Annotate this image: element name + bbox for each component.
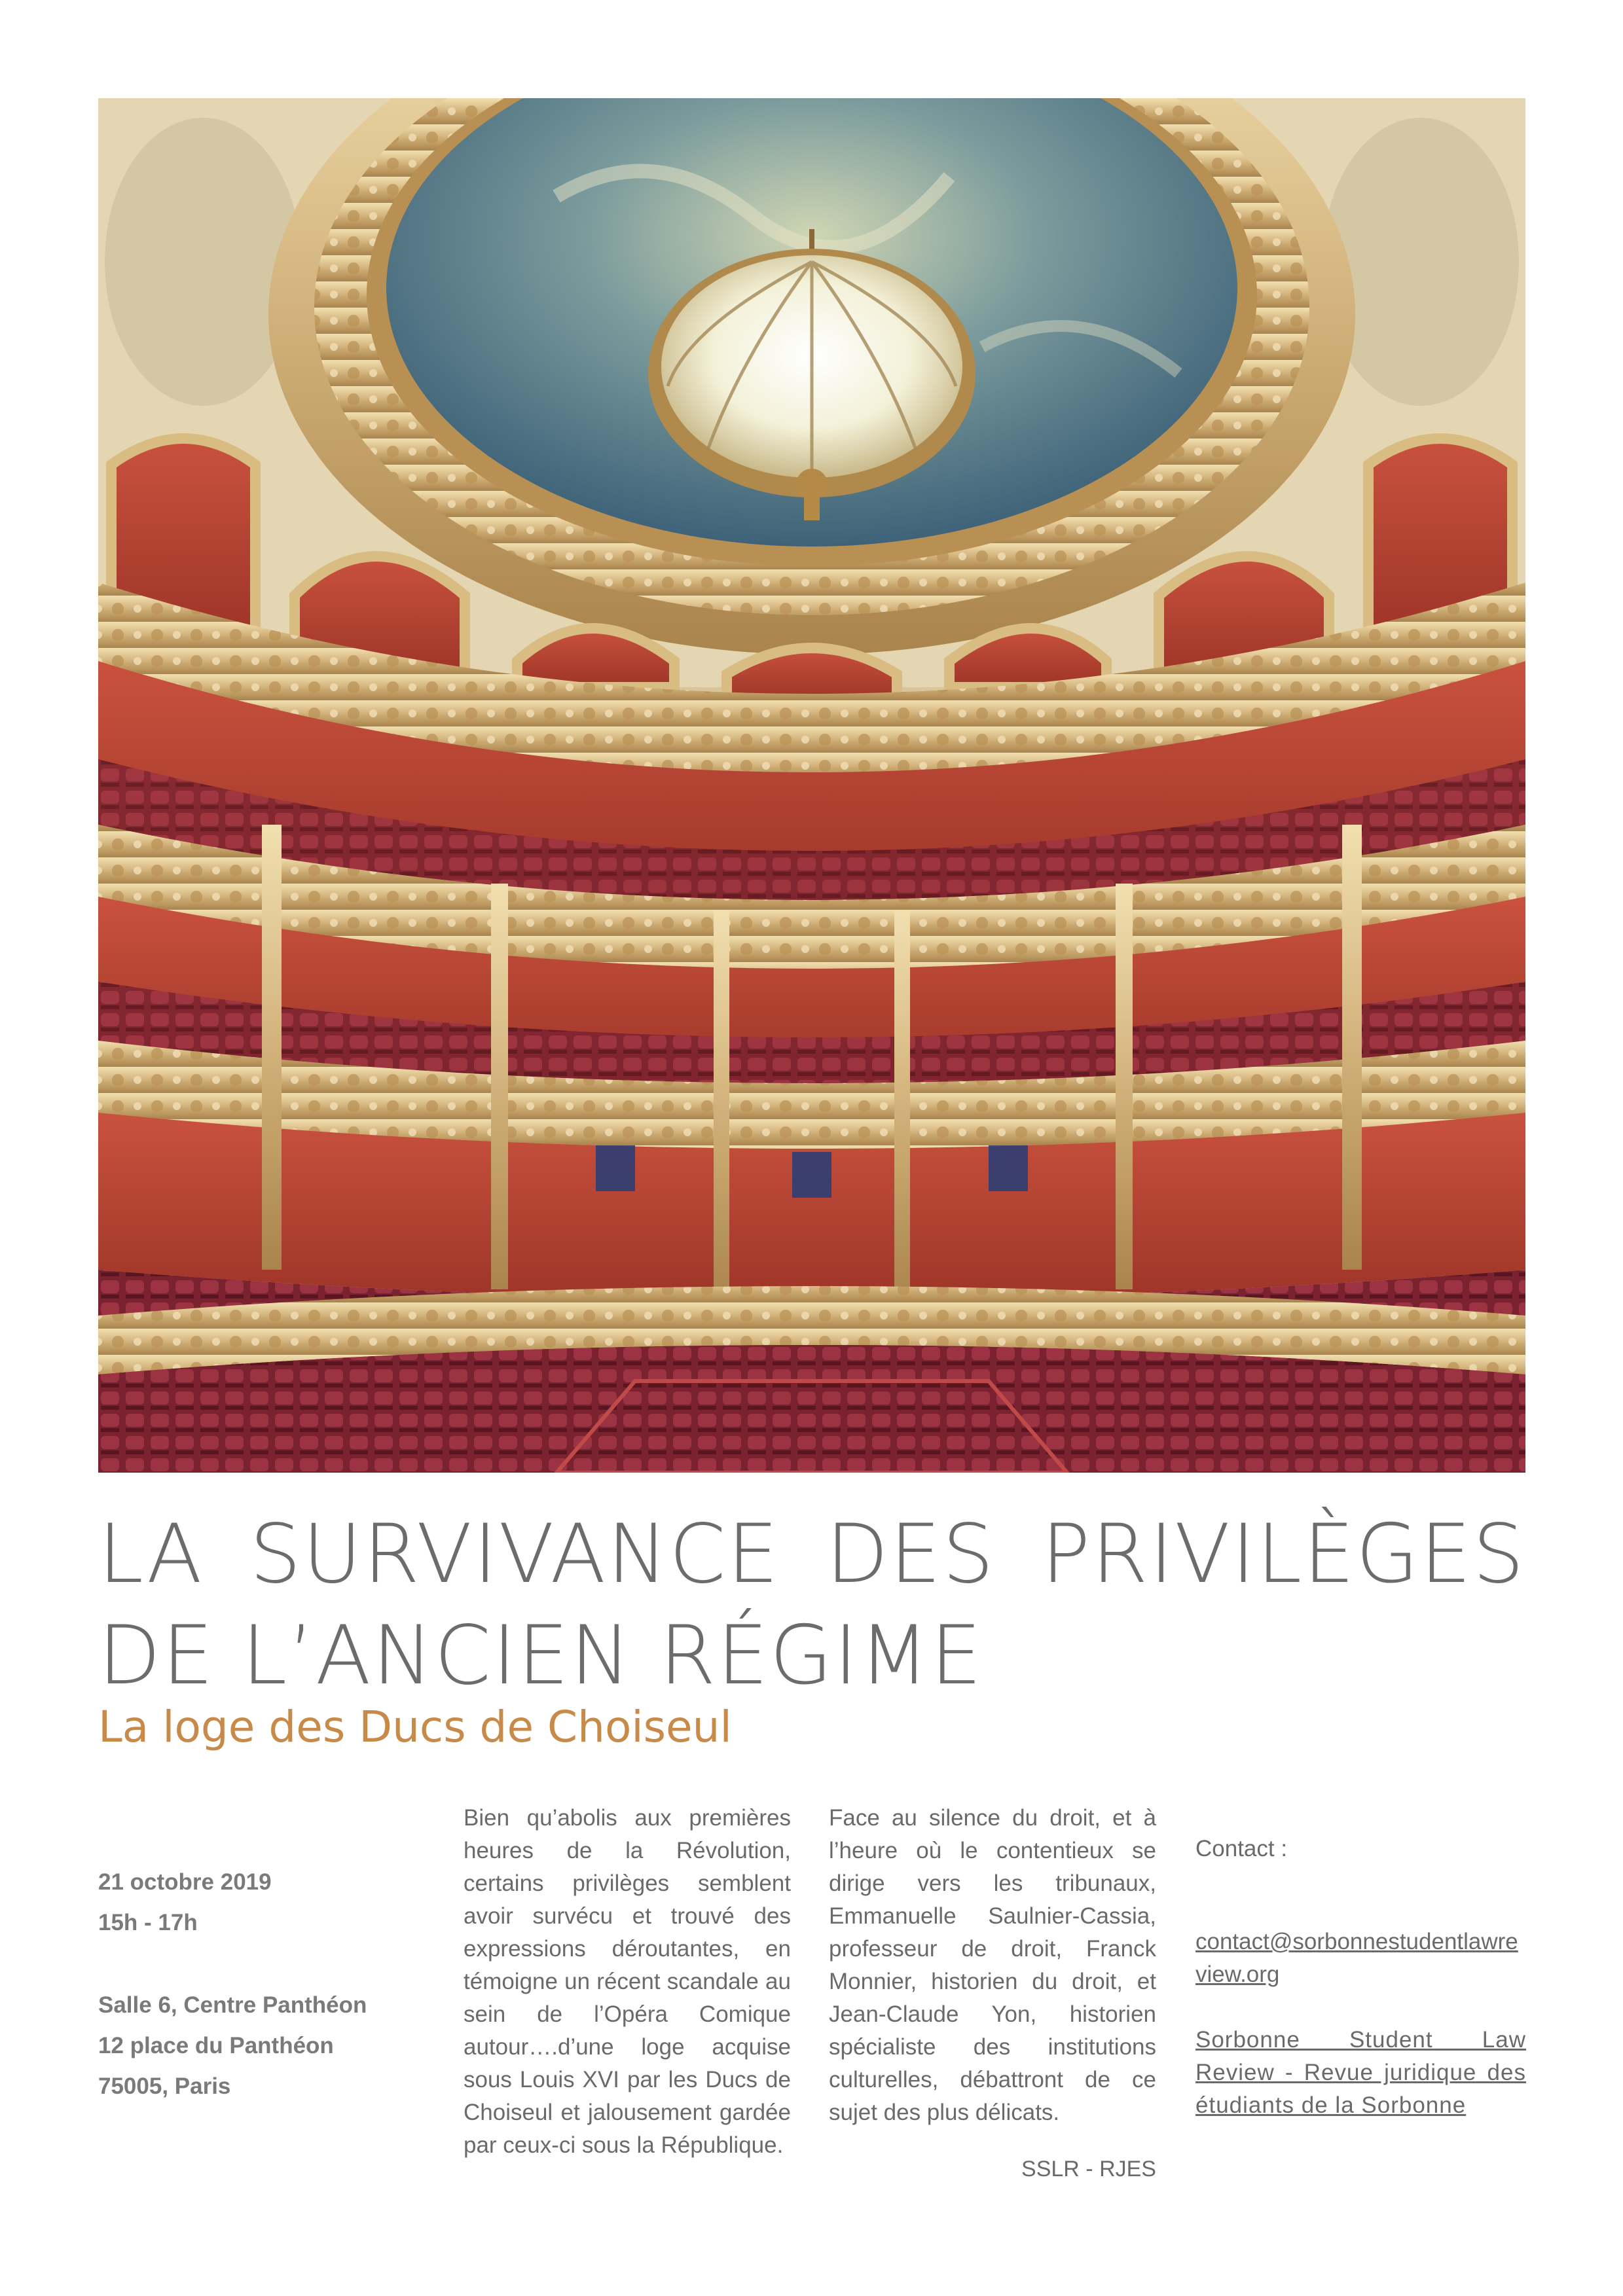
contact-email-link[interactable]: contact@sorbonnestudentlawreview.org [1195, 1929, 1518, 1987]
event-time: 15h - 17h [98, 1910, 198, 1935]
event-venue: Salle 6, Centre Panthéon [98, 1992, 367, 2018]
event-city: 75005, Paris [98, 2073, 231, 2099]
contact-block [1195, 1833, 1526, 2122]
signature: SSLR - RJES [1021, 2157, 1156, 2181]
title-line-1: LA SURVIVANCE DES PRIVILÈGES [98, 1507, 1525, 1602]
body-column-2: Face au silence du droit, et à l’heure où le contentieux se dirige vers les tribunaux, Emmanuelle Saulnier-Cassia, professeur de droit, Franck Monnier, historien du droit, et Jean-Claude Yon, historien spécialiste des institutions culturelles, débattront de ce sujet des plus délicats. [829, 1805, 1156, 2125]
body-column-1: Bien qu’abolis aux premières heures de la Révolution, certains privilèges semblent avoir survécu et trouvé des expressions déroutantes, en témoigne un récent scandale au sein de l’Opéra Comique autour….d’une loge acquise sous Louis XVI par les Ducs de Choiseul et jalousement gardée par ceux-ci sous la République. [464, 1805, 791, 2158]
contact-label: Contact : [1195, 1836, 1288, 1861]
review-link[interactable]: Sorbonne Student Law Review - Revue juridique des étudiants de la Sorbonne [1195, 2027, 1526, 2118]
title-line-2: DE L’ANCIEN RÉGIME [98, 1609, 983, 1703]
event-date: 21 octobre 2019 [98, 1869, 272, 1895]
event-street: 12 place du Panthéon [98, 2033, 334, 2058]
subtitle: La loge des Ducs de Choiseul [98, 1702, 732, 1752]
event-info [98, 1862, 406, 2107]
opera-hall-photo [98, 98, 1525, 1473]
